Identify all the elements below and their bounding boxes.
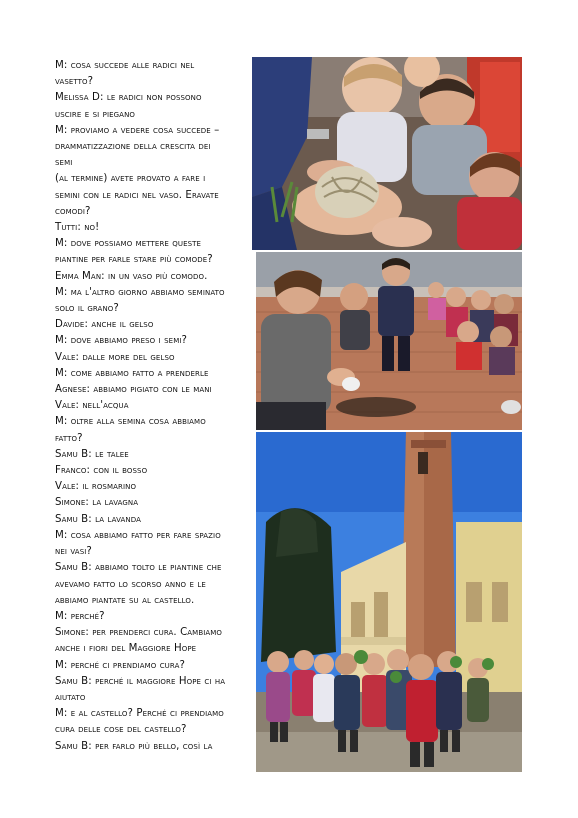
dialogue-line: Samu B: per farlo più bello, così la [55,740,213,752]
dialogue-line: anche i fiori del Maggiore Hope [55,643,197,655]
photo-children-root-ball [252,57,522,250]
dialogue-line: uscire e si piegano [55,108,136,120]
dialogue-line: comodi? [55,205,91,217]
dialogue-line: aiutato [55,691,86,703]
dialogue-line: nei vasi? [55,546,92,558]
dialogue-line: cura delle cose del castello? [55,724,187,736]
dialogue-line: M: perché? [55,610,105,622]
dialogue-line: Simone: la lavagna [55,497,139,509]
dialogue-line: Samu B: le talee [55,448,129,460]
dialogue-line: piantine per farle stare più comode? [55,254,213,266]
dialogue-line: Samu B: perché il maggiore Hope ci ha [55,675,226,687]
dialogue-line: Franco: con il bosso [55,465,148,477]
dialogue-line: Samu B: la lavanda [55,513,142,525]
dialogue-line: M: come abbiamo fatto a prenderle [55,367,209,379]
dialogue-line: vasetto? [55,76,94,88]
photo-courtyard-activity [256,252,522,430]
dialogue-line: M: ma l'altro giorno abbiamo seminato [55,286,225,298]
dialogue-line: Agnese: abbiamo pigiato con le mani [55,384,212,396]
dialogue-line: M: proviamo a vedere cosa succede – [55,124,220,136]
dialogue-line: M: oltre alla semina cosa abbiamo [55,416,206,428]
dialogue-line: M: dove abbiamo preso i semi? [55,335,187,347]
dialogue-line: (al termine) avete provato a fare i [55,173,206,185]
dialogue-line: fatto? [55,432,83,444]
photo-castle-group [256,432,522,772]
dialogue-line: solo il grano? [55,303,119,315]
dialogue-line: abbiamo piantate su al castello. [55,594,195,606]
dialogue-text [55,58,253,755]
dialogue-line: Samu B: abbiamo tolto le piantine che [55,562,222,574]
dialogue-line: M: perché ci prendiamo cura? [55,659,185,671]
dialogue-line: M: e al castello? Perché ci prendiamo [55,708,224,720]
dialogue-line: Davide: anche il gelso [55,319,154,331]
dialogue-line: semini con le radici nel vaso. Eravate [55,189,219,201]
dialogue-line: M: dove possiamo mettere queste [55,238,202,250]
dialogue-line: M: cosa succede alle radici nel [55,60,195,71]
dialogue-line: Tutti: no! [55,222,100,234]
dialogue-line: Vale: dalle more del gelso [55,351,175,363]
dialogue-line: Emma Man: in un vaso più comodo. [55,270,208,282]
dialogue-line: Vale: il rosmarino [55,481,137,493]
dialogue-line: avevamo fatto lo scorso anno e le [55,578,206,590]
dialogue-line: Melissa D: le radici non possono [55,92,202,104]
dialogue-line: semi [55,157,73,169]
dialogue-line: M: cosa abbiamo fatto per fare spazio [55,529,221,541]
dialogue-line: Vale: nell'acqua [55,400,129,412]
dialogue-line: Simone: per prenderci cura. Cambiamo [55,627,223,639]
dialogue-line: drammatizzazione della crescita dei [55,141,211,153]
